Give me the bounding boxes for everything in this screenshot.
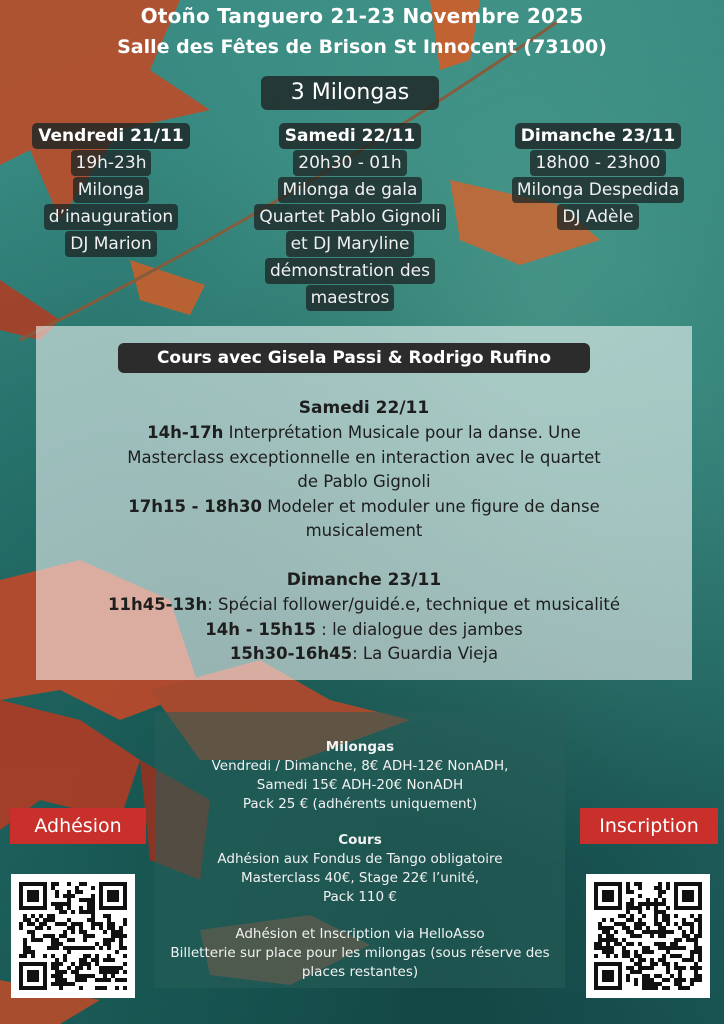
course-item-cont: musicalement [305,521,423,540]
day-line: 20h30 - 01h [293,150,406,176]
milonga-day-friday [18,123,204,257]
pricing-cours-heading: Cours [338,832,382,848]
course-item: 14h - 15h15 : le dialogue des jambes [205,620,523,639]
day-line: et DJ Maryline [286,231,415,257]
day-line: Milonga Despedida [512,177,684,203]
day-header: Dimanche 23/11 [515,123,681,149]
day-header: Vendredi 21/11 [32,123,189,149]
day-line: maestros [306,285,395,311]
pricing-line: Vendredi / Dimanche, 8€ ADH-12€ NonADH, [211,758,509,774]
day-header: Samedi 22/11 [279,123,421,149]
courses-heading: Cours avec Gisela Passi & Rodrigo Rufino [118,343,590,373]
pricing-line: Pack 25 € (adhérents uniquement) [242,796,478,812]
day-line: d’inauguration [44,204,178,230]
day-line: Quartet Pablo Gignoli [254,204,445,230]
milonga-day-saturday [230,123,470,311]
qr-pattern [594,882,702,990]
qr-pattern [19,882,127,990]
course-item: 14h-17h Interprétation Musicale pour la danse. Une [147,423,581,442]
pricing-line: Pack 110 € [323,889,397,905]
day-line: DJ Adèle [557,204,638,230]
day-line: 19h-23h [71,150,152,176]
adhesion-button[interactable]: Adhésion [10,808,146,844]
courses-day-sunday: Dimanche 23/11 [286,570,442,590]
day-line: DJ Marion [65,231,156,257]
course-item: 17h15 - 18h30 Modeler et moduler une figure de danse [128,497,600,516]
pricing-line: Adhésion aux Fondus de Tango obligatoire [217,851,503,867]
event-title: Otoño Tanguero 21-23 Novembre 2025 [140,4,584,28]
inscription-qr-code[interactable] [586,874,710,998]
event-venue: Salle des Fêtes de Brison St Innocent (73100) [117,36,607,58]
adhesion-qr-code[interactable] [11,874,135,998]
pricing-line: Adhésion et Inscription via HelloAsso [235,926,485,942]
inscription-button[interactable]: Inscription [580,808,718,844]
pricing-milongas-heading: Milongas [325,739,395,755]
day-line: Milonga [73,177,150,203]
course-item-cont: de Pablo Gignoli [297,472,431,491]
course-item: 11h45-13h: Spécial follower/guidé.e, technique et musicalité [108,595,620,614]
courses-day-saturday: Samedi 22/11 [298,398,430,418]
day-line: Milonga de gala [278,177,423,203]
milonga-day-sunday [488,123,708,230]
pricing-line: Billetterie sur place pour les milongas (sous réserve des [170,945,550,961]
pricing-line: Masterclass 40€, Stage 22€ l’unité, [240,870,480,886]
pricing-line: places restantes) [301,964,419,980]
pricing-info-panel [155,712,565,988]
day-line: 18h00 - 23h00 [530,150,665,176]
milongas-heading: 3 Milongas [261,76,439,110]
course-item: 15h30-16h45: La Guardia Vieja [229,644,499,663]
pricing-line: Samedi 15€ ADH-20€ NonADH [256,777,464,793]
day-line: démonstration des [265,258,435,284]
course-item-cont: Masterclass exceptionnelle en interaction avec le quartet [127,448,601,467]
